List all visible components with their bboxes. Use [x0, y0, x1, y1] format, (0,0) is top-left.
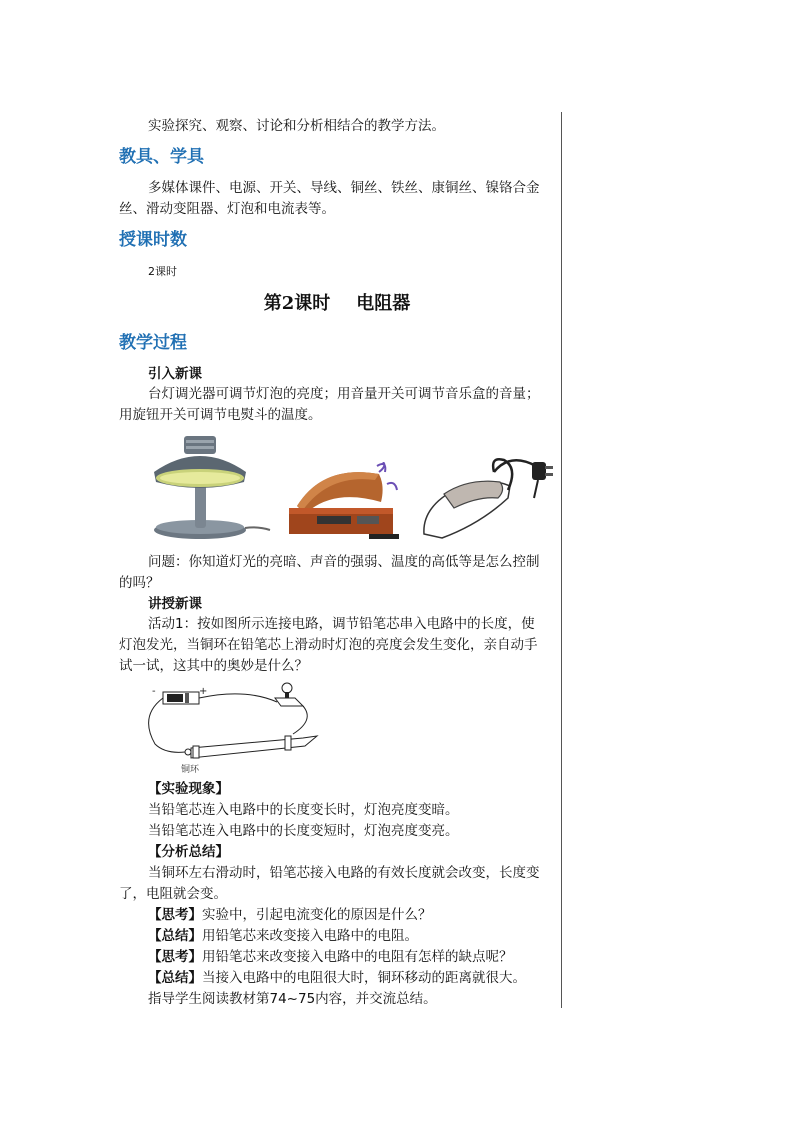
think-2-tag: 【思考】: [148, 949, 202, 965]
phenomenon-line-1: 当铅笔芯连入电路中的长度变长时，灯泡亮度变暗。: [148, 802, 459, 818]
intro-line-1: 台灯调光器可调节灯泡的亮度；用音量开关可调节音乐盒的音量；: [148, 386, 540, 402]
think-1-text: 实验中，引起电流变化的原因是什么？: [202, 907, 432, 923]
analysis-label: 【分析总结】: [148, 844, 229, 860]
lesson-title-number: 第2课时: [263, 293, 331, 314]
think-2: [119, 947, 555, 967]
process-heading: 教学过程: [119, 333, 187, 353]
think-1-tag: 【思考】: [148, 907, 202, 923]
electric-iron-image: [418, 450, 556, 545]
summary-2-tag: 【总结】: [148, 970, 202, 986]
question-line-1: 问题：你知道灯光的亮暗、声音的强弱、温度的高低等是怎么控制: [148, 554, 540, 570]
music-note-icon: [373, 460, 403, 500]
table-border-line: [561, 112, 562, 1008]
guide-text: 指导学生阅读教材第74~75内容，并交流总结。: [148, 991, 437, 1007]
summary-2: [119, 968, 555, 988]
summary-1-tag: 【总结】: [148, 928, 202, 944]
question-line-2: 的吗？: [119, 575, 160, 591]
summary-1-text: 用铅笔芯来改变接入电路中的电阻。: [202, 928, 418, 944]
tools-heading: 教具、学具: [119, 147, 204, 167]
lesson-title-topic: 电阻器: [356, 293, 411, 314]
tools-line-2: 丝、滑动变阻器、灯泡和电流表等。: [119, 201, 335, 217]
battery-minus-label: -: [152, 686, 156, 697]
tools-line-1: 多媒体课件、电源、开关、导线、铜丝、铁丝、康铜丝、镍铬合金: [148, 180, 540, 196]
think-2-text: 用铅笔芯来改变接入电路中的电阻有怎样的缺点呢？: [202, 949, 513, 965]
hours-heading: 授课时数: [119, 230, 187, 250]
analysis-line-2: 了，电阻就会变。: [119, 886, 227, 902]
hours-text: 2课时: [148, 265, 177, 278]
method-text: 实验探究、观察、讨论和分析相结合的教学方法。: [148, 118, 445, 134]
teach-label: 讲授新课: [148, 596, 202, 612]
lesson-title: [119, 289, 555, 315]
phenomenon-label: 【实验现象】: [148, 781, 229, 797]
analysis-line-1: 当铜环左右滑动时，铅笔芯接入电路的有效长度就会改变，长度变: [148, 865, 540, 881]
think-1: [119, 905, 555, 925]
activity-line-1: 活动1：按如图所示连接电路，调节铅笔芯串入电路中的长度，使: [148, 616, 535, 632]
desk-lamp-image: [148, 432, 273, 544]
copper-ring-label: 铜环: [181, 765, 200, 775]
intro-label: 引入新课: [148, 366, 202, 382]
phenomenon-line-2: 当铅笔芯连入电路中的长度变短时，灯泡亮度变亮。: [148, 823, 459, 839]
summary-1: [119, 926, 555, 946]
activity-line-2: 灯泡发光，当铜环在铅笔芯上滑动时灯泡的亮度会发生变化，亲自动手: [119, 637, 538, 653]
battery-plus-label: +: [199, 686, 208, 697]
summary-2-text: 当接入电路中的电阻很大时，铜环移动的距离就很大。: [202, 970, 526, 986]
activity-line-3: 试一试，这其中的奥妙是什么？: [119, 658, 308, 674]
circuit-diagram: [145, 676, 325, 776]
intro-line-2: 用旋钮开关可调节电熨斗的温度。: [119, 407, 322, 423]
